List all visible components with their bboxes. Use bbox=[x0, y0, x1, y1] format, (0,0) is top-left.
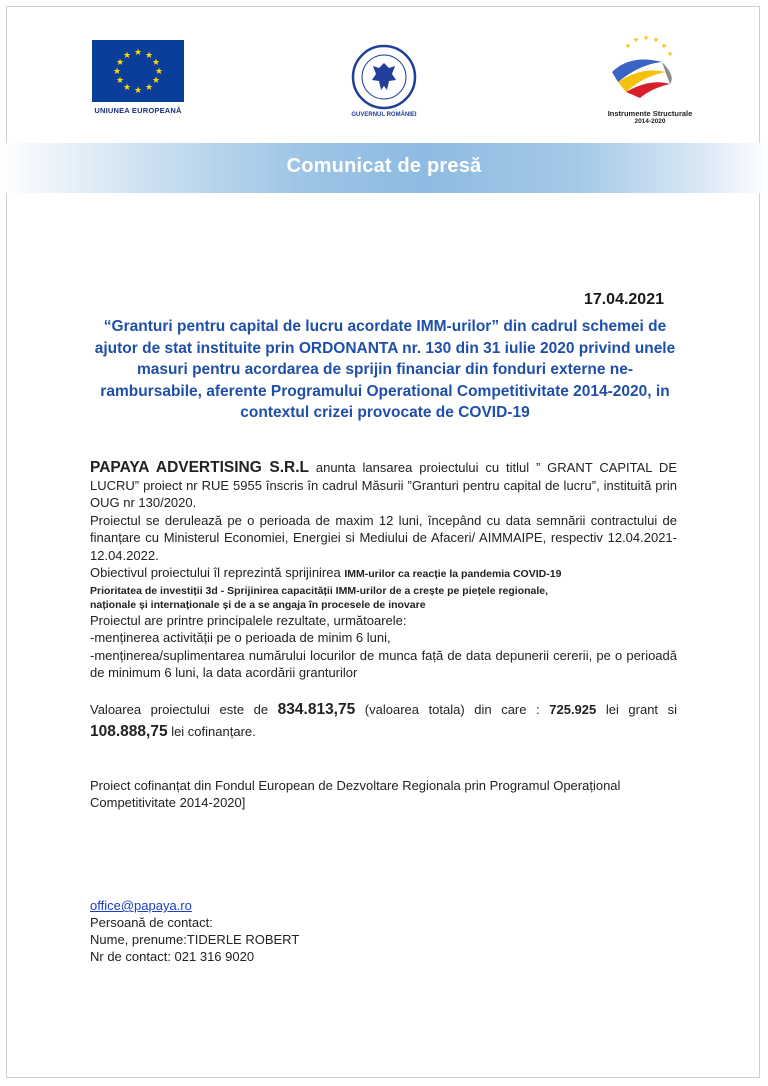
is-caption: Instrumente Structurale bbox=[607, 109, 693, 118]
svg-text:★: ★ bbox=[112, 67, 122, 77]
svg-text:★: ★ bbox=[122, 83, 132, 93]
svg-text:★: ★ bbox=[652, 36, 660, 44]
svg-text:★: ★ bbox=[642, 34, 650, 42]
svg-text:★: ★ bbox=[133, 48, 143, 58]
value-mid2: lei grant si bbox=[596, 701, 677, 717]
release-date: 17.04.2021 bbox=[583, 291, 664, 308]
eu-logo bbox=[92, 40, 184, 115]
priority-line-1: Prioritatea de investiții 3d - Sprijinirea capacității IMM-urilor de a crește pe piețele regionale, bbox=[90, 584, 549, 597]
svg-text:★: ★ bbox=[151, 76, 161, 86]
government-seal-icon bbox=[351, 44, 417, 110]
body-text bbox=[90, 459, 677, 812]
svg-text:★: ★ bbox=[122, 51, 132, 61]
svg-text:★: ★ bbox=[151, 58, 161, 68]
svg-text:★: ★ bbox=[154, 67, 164, 77]
contact-name: Nume, prenume:TIDERLE ROBERT bbox=[90, 932, 300, 947]
svg-text:★: ★ bbox=[632, 36, 640, 44]
intro-paragraph bbox=[90, 459, 677, 512]
objective-paragraph bbox=[90, 564, 677, 584]
objective-bold: IMM-urilor ca reacție la pandemia COVID-19 bbox=[344, 568, 562, 580]
svg-text:★: ★ bbox=[115, 76, 125, 86]
objective-lead: Obiectivul proiectului îl reprezintă sprijinirea bbox=[90, 565, 345, 580]
results-intro: Proiectul are printre principalele rezultate, următoarele: bbox=[90, 612, 407, 628]
value-paragraph bbox=[90, 699, 677, 743]
structural-instruments-icon bbox=[600, 32, 700, 102]
svg-text:★: ★ bbox=[144, 83, 154, 93]
contact-email-link[interactable]: office@papaya.ro bbox=[90, 898, 192, 913]
svg-text:★: ★ bbox=[666, 50, 674, 58]
value-lead: Valoarea proiectului este de bbox=[90, 701, 278, 717]
value-mid: (valoarea totala) din care : bbox=[355, 701, 550, 717]
value-cofinancing: 108.888,75 bbox=[90, 722, 168, 740]
svg-text:★: ★ bbox=[133, 86, 143, 96]
value-grant: 725.925 bbox=[549, 701, 597, 717]
eu-caption: UNIUNEA EUROPEANĂ bbox=[94, 106, 182, 115]
contact-phone: Nr de contact: 021 316 9020 bbox=[90, 949, 255, 964]
svg-text:★: ★ bbox=[660, 42, 668, 50]
svg-text:★: ★ bbox=[624, 42, 632, 50]
svg-text:★: ★ bbox=[115, 58, 125, 68]
intro-rest: anunta lansarea proiectului cu titlul ” GRANT CAPITAL DE LUCRU” proiect nr RUE 5955 înscris în cadrul Măsurii ”Granturi pentru capital de lucru”, instituită prin OUG nr 130/2020. bbox=[90, 460, 677, 510]
priority-line-2: naționale și internaționale și de a se angaja în procesele de inovare bbox=[90, 598, 426, 611]
result-item-2: -menținerea/suplimentarea numărului locurilor de munca față de data depunerii cererii, pe o perioadă de minimum 6 luni, la data acordării granturilor bbox=[90, 647, 677, 680]
duration-paragraph: Proiectul se derulează pe o perioada de maxim 12 luni, începând cu data semnării contractului de finanțare cu Ministerul Economiei, Energiei si Mediului de Afaceri/ AIMMAIPE, respectiv 12.04.2021-12.04.2022. bbox=[90, 512, 677, 563]
is-years: 2014-2020 bbox=[634, 118, 666, 125]
result-item-1: -menținerea activității pe o perioada de minim 6 luni, bbox=[90, 630, 391, 645]
contact-person-label: Persoană de contact: bbox=[90, 915, 213, 930]
headline: “Granturi pentru capital de lucru acordate IMM-urilor” din cadrul schemei de ajutor de stat instituite prin ORDONANTA nr. 130 din 31 iulie 2020 privind unele masuri pentru acordarea de sprijin financiar din fonduri externe ne-rambursabile, aferente Programului Operational Competitivitate 2014-2020, in contextul crizei provocate de COVID-19 bbox=[94, 318, 676, 421]
contact-block bbox=[90, 897, 299, 965]
instrumente-structurale-logo bbox=[600, 32, 700, 125]
svg-text:★: ★ bbox=[144, 51, 154, 61]
banner-title: Comunicat de presă bbox=[286, 155, 482, 177]
company-name: PAPAYA ADVERTISING S.R.L bbox=[90, 459, 309, 476]
eu-flag-icon bbox=[92, 40, 184, 102]
value-total: 834.813,75 bbox=[277, 700, 356, 718]
cofinancing-paragraph: Proiect cofinanțat din Fondul European de Dezvoltare Regionala prin Programul Operațional Competitivitate 2014-2020] bbox=[90, 777, 621, 810]
value-end: lei cofinanțare. bbox=[167, 723, 256, 739]
government-seal-text: GUVERNUL ROMÂNIEI bbox=[351, 112, 417, 118]
